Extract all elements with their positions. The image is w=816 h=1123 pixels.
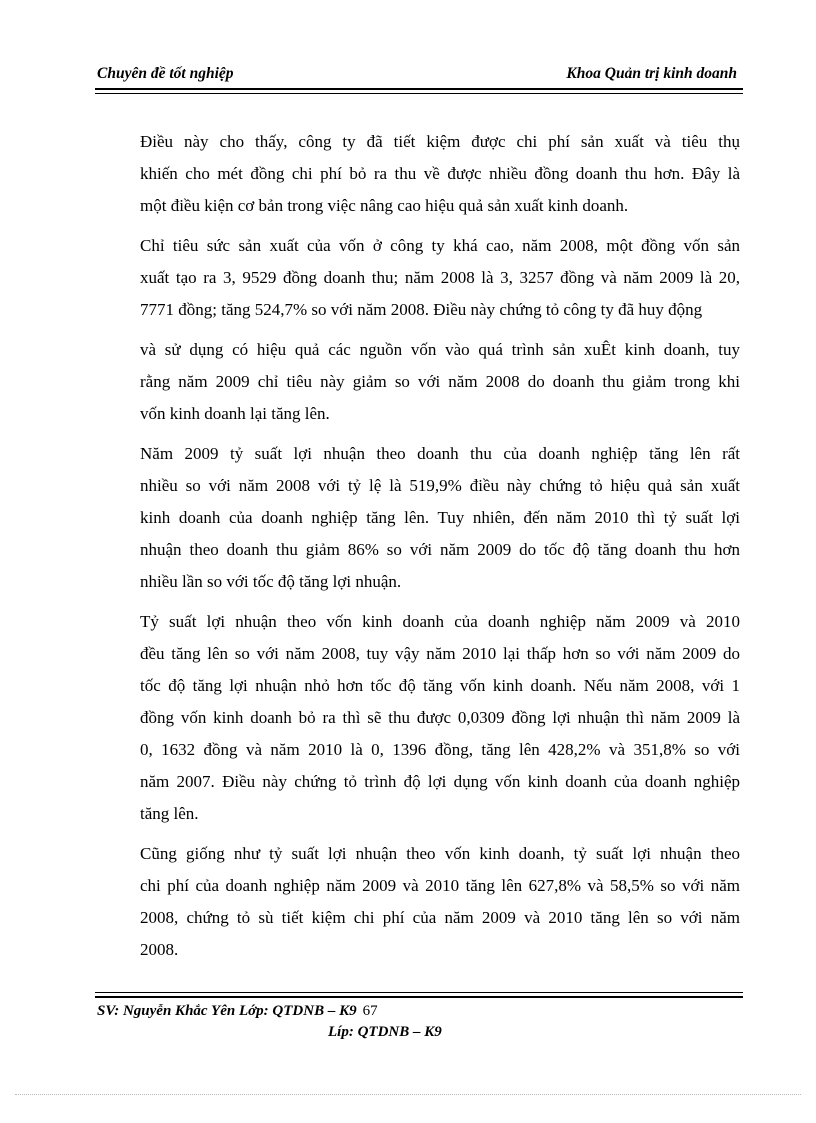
text-line: xuất tạo ra 3, 9529 đồng doanh thu; năm 2008 là 3, 3257 đồng và năm 2009 là 20, [140, 268, 740, 287]
text-line: năm 2007. Điều này chứng tỏ trình độ lợi dụng vốn kinh doanh của doanh nghiệp [140, 772, 740, 791]
text-line: nhuận theo doanh thu giảm 86% so với năm 2009 do tốc độ tăng doanh thu hơn [140, 540, 740, 559]
text-line: Điều này cho thấy, công ty đã tiết kiệm được chi phí sản xuất và tiêu thụ [140, 132, 740, 151]
text-line: 7771 đồng; tăng 524,7% so với năm 2008. Điều này chứng tỏ công ty đã huy động [140, 300, 703, 319]
header-left-title: Chuyên đề tốt nghiệp [97, 65, 234, 82]
text-line: Chỉ tiêu sức sản xuất của vốn ở công ty khá cao, năm 2008, một đồng vốn sản [140, 236, 740, 255]
text-line: Năm 2009 tỷ suất lợi nhuận theo doanh thu của doanh nghiệp tăng lên rất [140, 444, 740, 463]
text-line: khiến cho mét đồng chi phí bỏ ra thu về được nhiều đồng doanh thu hơn. Đây là [140, 164, 740, 183]
paragraph [95, 438, 740, 598]
text-line: vốn kinh doanh lại tăng lên. [140, 404, 330, 423]
page-header [95, 62, 743, 86]
text-line: tốc độ tăng lợi nhuận nhỏ hơn tốc độ tăng vốn kinh doanh. Nếu năm 2008, với 1 [140, 676, 740, 695]
page-footer [97, 1003, 378, 1020]
paragraph [95, 126, 740, 222]
text-line: rằng năm 2009 chỉ tiêu này giảm so với năm 2008 do doanh thu giảm trong khi [140, 372, 740, 391]
text-line: nhiều lần so với tốc độ tăng lợi nhuận. [140, 572, 402, 591]
paragraph [95, 334, 740, 430]
text-line: tăng lên. [140, 804, 199, 823]
paragraph [95, 230, 740, 326]
footer-rule-thin [95, 992, 743, 993]
text-line: 2008. [140, 940, 179, 959]
text-line: 2008, chứng tỏ sù tiết kiệm chi phí của năm 2009 và 2010 tăng lên so với năm [140, 908, 740, 927]
text-line: 0, 1632 đồng và năm 2010 là 0, 1396 đồng, tăng lên 428,2% và 351,8% so với [140, 740, 740, 759]
text-line: nhiều so với năm 2008 với tỷ lệ là 519,9% điều này chứng tỏ hiệu quả sản xuất [140, 476, 740, 495]
text-line: Cũng giống như tỷ suất lợi nhuận theo vốn kinh doanh, tỷ suất lợi nhuận theo [140, 844, 740, 863]
text-line: Tỷ suất lợi nhuận theo vốn kinh doanh của doanh nghiệp năm 2009 và 2010 [140, 612, 740, 631]
footer-class-info: Líp: QTDNB – K9 [328, 1024, 442, 1040]
text-line: chi phí của doanh nghiệp năm 2009 và 2010 tăng lên 627,8% và 58,5% so với năm [140, 876, 740, 895]
paragraph [95, 838, 740, 966]
text-line: một điều kiện cơ bản trong việc nâng cao hiệu quả sản xuất kinh doanh. [140, 196, 629, 215]
paragraph [95, 606, 740, 830]
header-rule-thin [95, 93, 743, 94]
header-rule-thick [95, 88, 743, 90]
header-right-title: Khoa Quản trị kinh doanh [566, 65, 737, 82]
text-line: và sử dụng có hiệu quả các nguồn vốn vào quá trình sản xuÊt kinh doanh, tuy [140, 340, 740, 359]
footer-student-info: SV: Nguyễn Khắc Yên Lớp: QTDNB – K9 [97, 1003, 357, 1019]
page-number: 67 [362, 1003, 378, 1019]
text-line: kinh doanh của doanh nghiệp tăng lên. Tuy nhiên, đến năm 2010 thì tỷ suất lợi [140, 508, 740, 527]
document-body [95, 126, 740, 974]
text-line: đều tăng lên so với năm 2008, tuy vậy năm 2010 lại thấp hơn so với năm 2009 do [140, 644, 740, 663]
footer-rule-thick [95, 996, 743, 998]
page-bottom-dotted-rule [15, 1094, 801, 1095]
text-line: đồng vốn kinh doanh bỏ ra thì sẽ thu được 0,0309 đồng lợi nhuận thì năm 2009 là [140, 708, 740, 727]
